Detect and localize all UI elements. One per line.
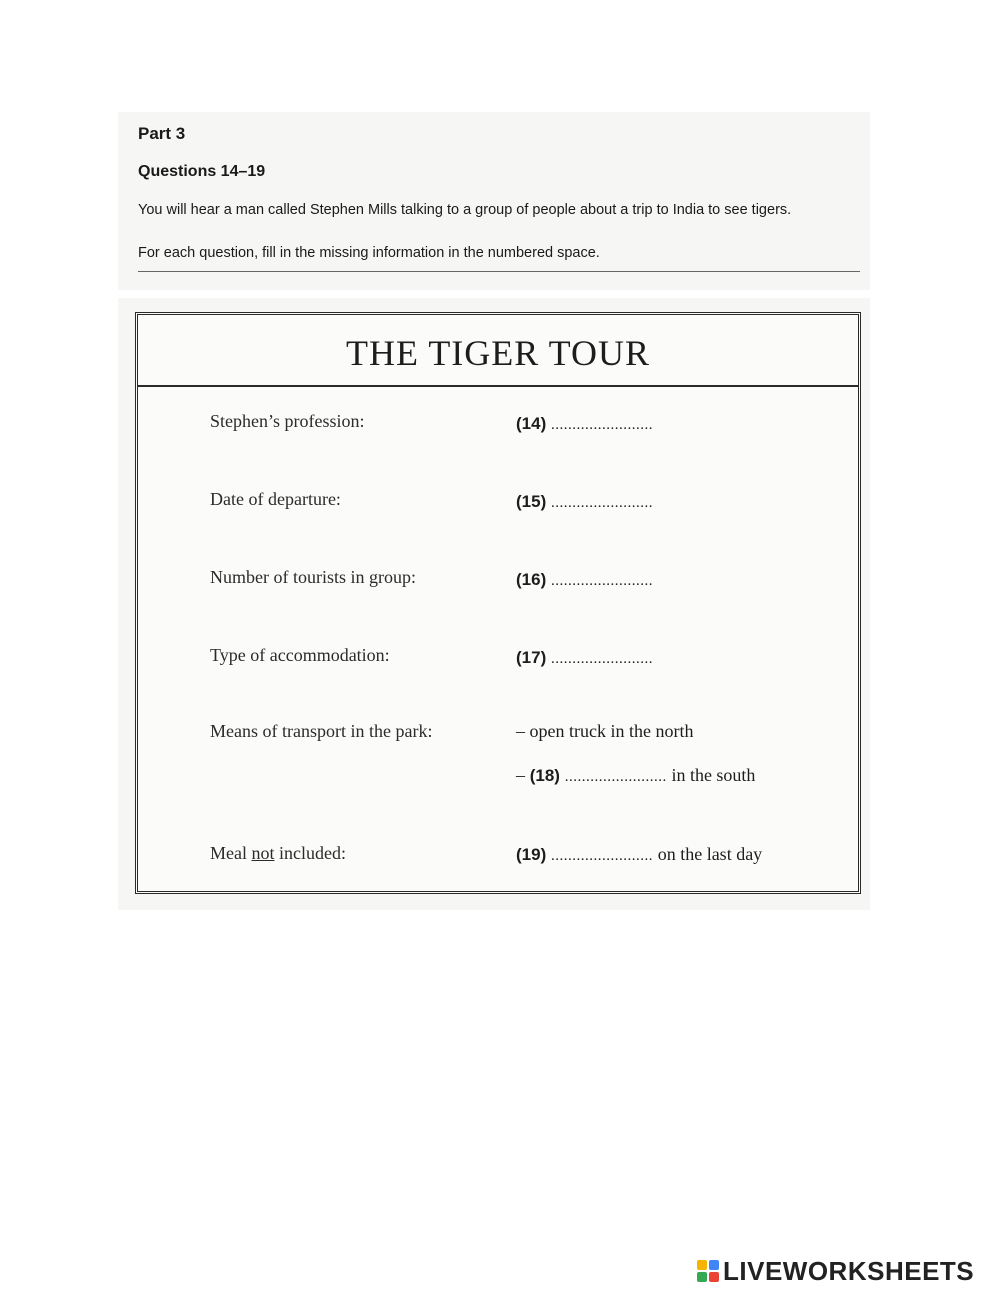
meal-suffix: on the last day (657, 844, 763, 864)
label-accommodation: Type of accommodation: (210, 645, 390, 665)
question-number: (14) (516, 414, 547, 433)
questions-heading: Questions 14–19 (138, 163, 266, 180)
answer-blank: ........................ (550, 417, 653, 433)
logo-square (697, 1272, 707, 1282)
answer-blank: ........................ (550, 848, 653, 864)
answer-16[interactable] (516, 570, 653, 590)
part-heading: Part 3 (138, 124, 186, 143)
answer-blank: ........................ (550, 495, 653, 511)
question-number: (15) (516, 492, 547, 511)
answer-14[interactable] (516, 414, 653, 434)
form-title: THE TIGER TOUR (138, 315, 858, 387)
label-meal (210, 843, 346, 864)
dash: – (516, 765, 525, 785)
label-transport: Means of transport in the park: (210, 721, 433, 741)
question-number: (17) (516, 648, 547, 667)
answer-19[interactable] (516, 844, 762, 865)
meal-label-post: included: (279, 843, 346, 863)
label-tourists-count: Number of tourists in group: (210, 567, 416, 587)
tiger-tour-form (135, 312, 861, 894)
logo-square (697, 1260, 707, 1270)
logo-text: LIVEWORKSHEETS (723, 1255, 975, 1286)
instruction-text-2: For each question, fill in the missing information in the numbered space. (138, 245, 600, 261)
question-number: (19) (516, 845, 547, 864)
answer-blank: ........................ (550, 573, 653, 589)
logo-square (709, 1260, 719, 1270)
divider (138, 271, 860, 272)
answer-blank: ........................ (550, 651, 653, 667)
label-departure-date: Date of departure: (210, 489, 341, 509)
transport-north: – open truck in the north (516, 721, 694, 741)
meal-label-not: not (251, 843, 275, 863)
answer-15[interactable] (516, 492, 653, 512)
answer-18[interactable] (516, 765, 755, 786)
instruction-text: You will hear a man called Stephen Mills talking to a group of people about a trip to India to see tigers. (138, 202, 792, 218)
meal-label-pre: Meal (210, 843, 247, 863)
answer-blank: ........................ (564, 769, 667, 785)
answer-17[interactable] (516, 648, 653, 668)
liveworksheets-logo (697, 1256, 974, 1286)
transport-south-suffix: in the south (671, 765, 756, 785)
question-number: (16) (516, 570, 547, 589)
logo-square (709, 1272, 719, 1282)
logo-icon (697, 1260, 719, 1282)
question-number: (18) (529, 766, 560, 785)
label-profession: Stephen’s profession: (210, 411, 365, 431)
